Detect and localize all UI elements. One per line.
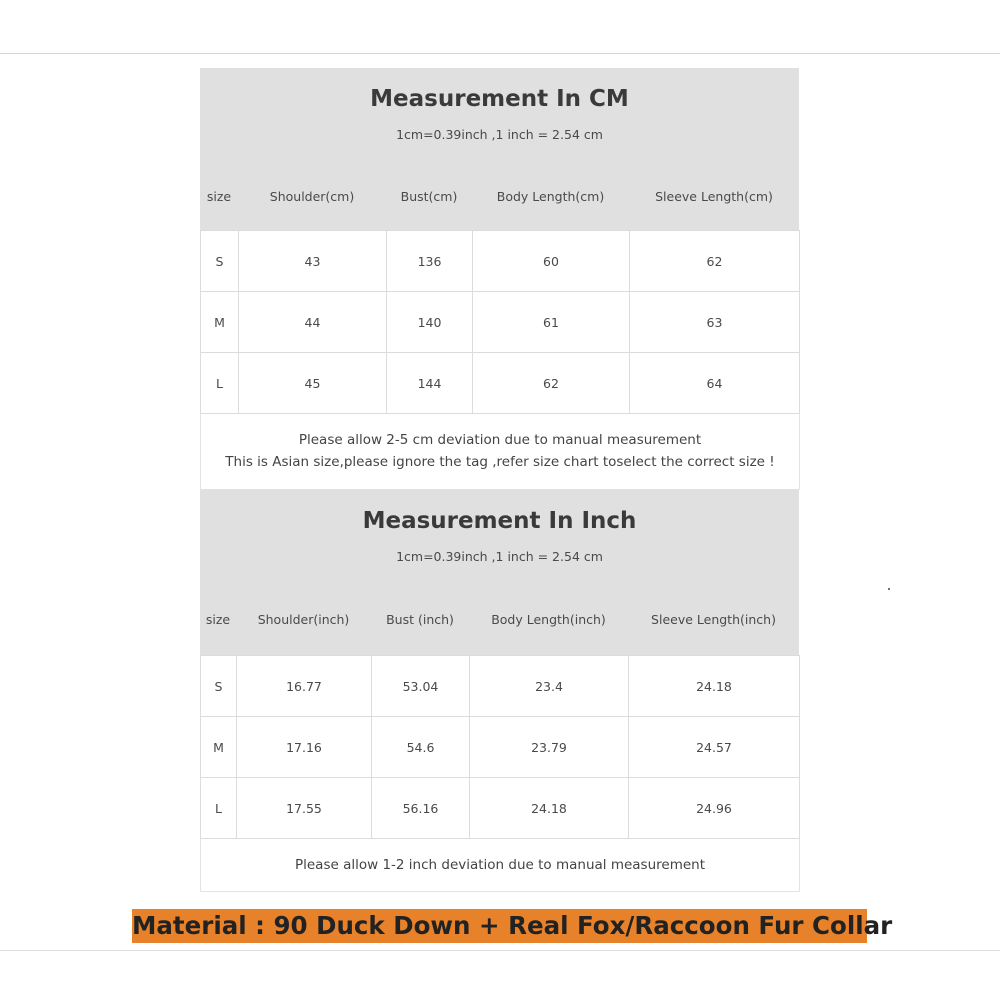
inch-col-sleeve-length: Sleeve Length(inch) xyxy=(651,612,776,627)
size-cell: M xyxy=(201,717,237,778)
cm-col-sleeve-length: Sleeve Length(cm) xyxy=(655,189,773,204)
body-length-cell: 61 xyxy=(473,292,630,353)
size-chart-sheet xyxy=(200,68,799,891)
cm-section-title: Measurement In CM xyxy=(370,86,629,112)
sleeve-length-cell: 64 xyxy=(630,353,800,414)
cm-section-header xyxy=(200,68,799,230)
stray-dot xyxy=(888,588,890,590)
cm-column-header-row xyxy=(200,186,799,208)
cm-col-size: size xyxy=(206,189,232,204)
material-banner: Material : 90 Duck Down + Real Fox/Raccoon Fur Collar xyxy=(132,909,867,943)
inch-size-table xyxy=(200,655,800,839)
inch-deviation-note xyxy=(200,839,800,892)
bust-cell: 140 xyxy=(387,292,473,353)
cm-size-table xyxy=(200,230,800,414)
shoulder-cell: 17.55 xyxy=(237,778,372,839)
bust-cell: 144 xyxy=(387,353,473,414)
sleeve-length-cell: 63 xyxy=(630,292,800,353)
inch-section-header xyxy=(200,489,799,655)
shoulder-cell: 43 xyxy=(239,231,387,292)
size-cell: S xyxy=(201,656,237,717)
shoulder-cell: 16.77 xyxy=(237,656,372,717)
body-length-cell: 23.4 xyxy=(470,656,629,717)
sleeve-length-cell: 62 xyxy=(630,231,800,292)
shoulder-cell: 45 xyxy=(239,353,387,414)
inch-col-body-length: Body Length(inch) xyxy=(491,612,606,627)
sleeve-length-cell: 24.96 xyxy=(629,778,800,839)
size-cell: L xyxy=(201,778,237,839)
inch-note-line: Please allow 1-2 inch deviation due to manual measurement xyxy=(294,857,706,873)
shoulder-cell: 17.16 xyxy=(237,717,372,778)
table-row xyxy=(201,353,800,414)
body-length-cell: 62 xyxy=(473,353,630,414)
bust-cell: 53.04 xyxy=(372,656,470,717)
cm-note-line-1: Please allow 2-5 cm deviation due to manual measurement xyxy=(298,432,702,448)
cm-col-bust: Bust(cm) xyxy=(400,189,458,204)
cm-note-line-2: This is Asian size,please ignore the tag ,refer size chart toselect the correct size ! xyxy=(225,454,775,470)
bust-cell: 54.6 xyxy=(372,717,470,778)
cm-col-body-length: Body Length(cm) xyxy=(496,189,605,204)
top-divider xyxy=(0,53,1000,54)
body-length-cell: 23.79 xyxy=(470,717,629,778)
table-row xyxy=(201,656,800,717)
table-row xyxy=(201,292,800,353)
size-cell: L xyxy=(201,353,239,414)
table-row xyxy=(201,778,800,839)
size-cell: S xyxy=(201,231,239,292)
cm-conversion-note: 1cm=0.39inch ,1 inch = 2.54 cm xyxy=(396,127,603,142)
size-cell: M xyxy=(201,292,239,353)
inch-conversion-note: 1cm=0.39inch ,1 inch = 2.54 cm xyxy=(396,549,603,564)
shoulder-cell: 44 xyxy=(239,292,387,353)
inch-col-shoulder: Shoulder(inch) xyxy=(257,612,350,627)
bust-cell: 136 xyxy=(387,231,473,292)
inch-col-bust: Bust (inch) xyxy=(386,612,454,627)
inch-section-title: Measurement In Inch xyxy=(362,508,637,534)
bust-cell: 56.16 xyxy=(372,778,470,839)
body-length-cell: 24.18 xyxy=(470,778,629,839)
cm-col-shoulder: Shoulder(cm) xyxy=(269,189,355,204)
bottom-divider xyxy=(0,950,1000,951)
inch-col-size: size xyxy=(205,612,231,627)
table-row xyxy=(201,231,800,292)
cm-deviation-note xyxy=(200,414,800,490)
inch-column-header-row xyxy=(200,609,799,631)
body-length-cell: 60 xyxy=(473,231,630,292)
sleeve-length-cell: 24.18 xyxy=(629,656,800,717)
sleeve-length-cell: 24.57 xyxy=(629,717,800,778)
table-row xyxy=(201,717,800,778)
